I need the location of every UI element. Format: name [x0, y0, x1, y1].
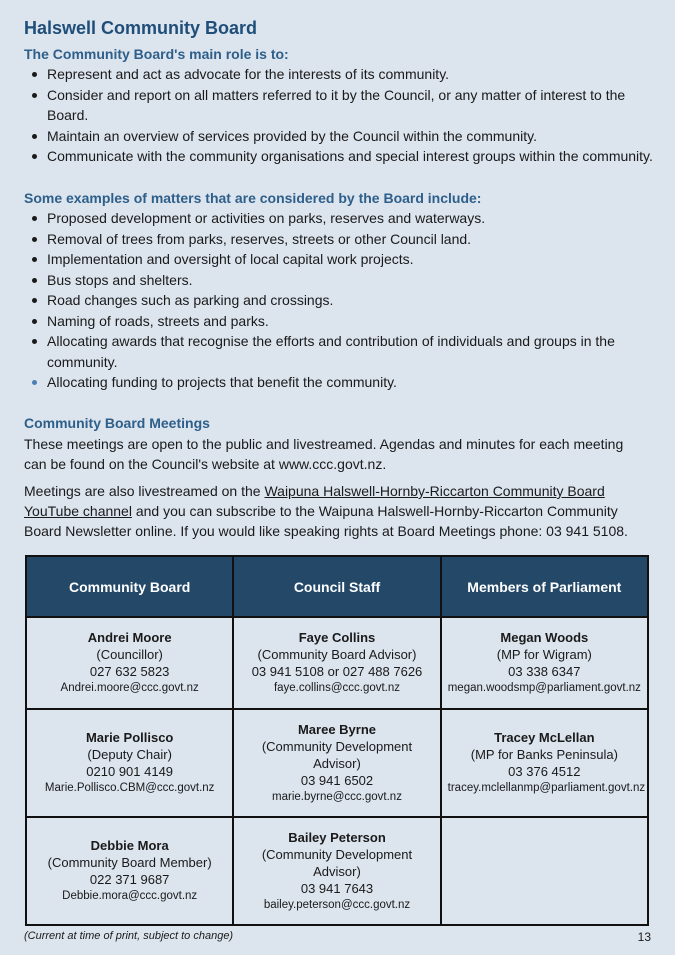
- meetings-paragraph: These meetings are open to the public and livestreamed. Agendas and minutes for each meeting can be found on the Council's website at www.ccc.govt.nz.: [24, 436, 624, 472]
- contact-name: Andrei Moore: [87, 630, 172, 645]
- list-item: Road changes such as parking and crossings.: [24, 290, 654, 311]
- contact-phone: 0210 901 4149: [86, 764, 174, 779]
- contact-name: Faye Collins: [298, 630, 376, 645]
- list-item: Represent and act as advocate for the interests of its community.: [24, 64, 654, 85]
- contact-role: (MP for Banks Peninsula): [470, 747, 618, 762]
- contact-phone: 03 376 4512: [508, 764, 581, 779]
- contact-role: (Councillor): [96, 647, 163, 662]
- contact-phone: 03 941 6502: [300, 772, 374, 788]
- contact-phone: 03 941 5108 or 027 488 7626: [251, 664, 423, 679]
- examples-list: [24, 208, 654, 393]
- list-item: Allocating awards that recognise the efforts and contribution of individuals and groups in the community.: [24, 331, 654, 372]
- contact-email: tracey.mclellanmp@parliament.govt.nz: [447, 782, 646, 794]
- contact-email: bailey.peterson@ccc.govt.nz: [263, 898, 411, 911]
- role-heading: The Community Board's main role is to:: [24, 46, 289, 62]
- contact-role: (Community Board Member): [47, 855, 212, 870]
- list-item: Removal of trees from parks, reserves, streets or other Council land.: [24, 229, 654, 250]
- contact-role: (Community Board Advisor): [257, 647, 417, 662]
- table-row: [26, 709, 648, 817]
- footnote: (Current at time of print, subject to change): [24, 930, 234, 942]
- contact-role: (MP for Wigram): [496, 647, 592, 662]
- column-header-council-staff: Council Staff: [233, 556, 440, 617]
- contact-cell: [233, 817, 440, 925]
- list-item: Communicate with the community organisations and special interest groups within the community.: [24, 146, 654, 167]
- contact-role: (Deputy Chair): [87, 747, 172, 762]
- youtube-channel-link[interactable]: Waipuna Halswell-Hornby-Riccarton Community Board YouTube channel: [24, 483, 605, 519]
- page-title: Halswell Community Board: [24, 18, 258, 38]
- page-number: 13: [637, 930, 651, 944]
- list-item: Consider and report on all matters referred to it by the Council, or any matter of interest to the Board.: [24, 85, 654, 126]
- contact-cell: [26, 617, 233, 709]
- contact-cell-empty: [441, 817, 648, 925]
- contact-email: marie.byrne@ccc.govt.nz: [272, 790, 402, 803]
- contact-phone: 03 941 7643: [300, 880, 374, 896]
- contact-name: Bailey Peterson: [288, 829, 386, 845]
- contact-name: Maree Byrne: [297, 721, 377, 737]
- contact-cell: [26, 709, 233, 817]
- contact-name: Tracey McLellan: [494, 730, 595, 745]
- contact-role: (Community Development Advisor): [261, 846, 413, 879]
- contact-email: faye.collins@ccc.govt.nz: [273, 682, 401, 694]
- table-header-row: [26, 556, 648, 617]
- contact-cell: [441, 709, 648, 817]
- contact-name: Megan Woods: [500, 630, 589, 645]
- table-row: [26, 817, 648, 925]
- livestream-text-post: and you can subscribe to the Waipuna Halswell-Hornby-Riccarton Community Board Newsletter online. If you would like speaking rights at Board Meetings phone: 03 941 5108.: [24, 503, 628, 539]
- contact-name: Marie Pollisco: [85, 730, 174, 745]
- examples-heading: Some examples of matters that are considered by the Board include:: [24, 190, 482, 206]
- contact-cell: [26, 817, 233, 925]
- list-item: Maintain an overview of services provided by the Council within the community.: [24, 126, 654, 147]
- contact-phone: 03 338 6347: [508, 664, 581, 679]
- meetings-heading: Community Board Meetings: [24, 415, 210, 431]
- contact-cell: [233, 709, 440, 817]
- column-header-members-of-parliament: Members of Parliament: [441, 556, 648, 617]
- contact-email: Andrei.moore@ccc.govt.nz: [60, 682, 199, 694]
- contact-email: Marie.Pollisco.CBM@ccc.govt.nz: [44, 782, 215, 794]
- contact-phone: 022 371 9687: [89, 872, 170, 887]
- list-item: Bus stops and shelters.: [24, 270, 654, 291]
- contact-name: Debbie Mora: [90, 838, 169, 853]
- table-row: [26, 617, 648, 709]
- livestream-paragraph: [24, 481, 649, 541]
- contact-cell: [441, 617, 648, 709]
- list-item: Allocating funding to projects that benefit the community.: [24, 372, 654, 393]
- list-item: Proposed development or activities on parks, reserves and waterways.: [24, 208, 654, 229]
- role-list: [24, 64, 654, 167]
- contact-phone: 027 632 5823: [89, 664, 170, 679]
- livestream-text-pre: Meetings are also livestreamed on the: [24, 483, 265, 499]
- column-header-community-board: Community Board: [26, 556, 233, 617]
- list-item: Naming of roads, streets and parks.: [24, 311, 654, 332]
- contact-role: (Community Development Advisor): [261, 738, 413, 771]
- contact-email: Debbie.mora@ccc.govt.nz: [62, 890, 198, 902]
- contact-cell: [233, 617, 440, 709]
- contacts-table: [25, 555, 649, 926]
- list-item: Implementation and oversight of local capital work projects.: [24, 249, 654, 270]
- contact-email: megan.woodsmp@parliament.govt.nz: [447, 682, 641, 694]
